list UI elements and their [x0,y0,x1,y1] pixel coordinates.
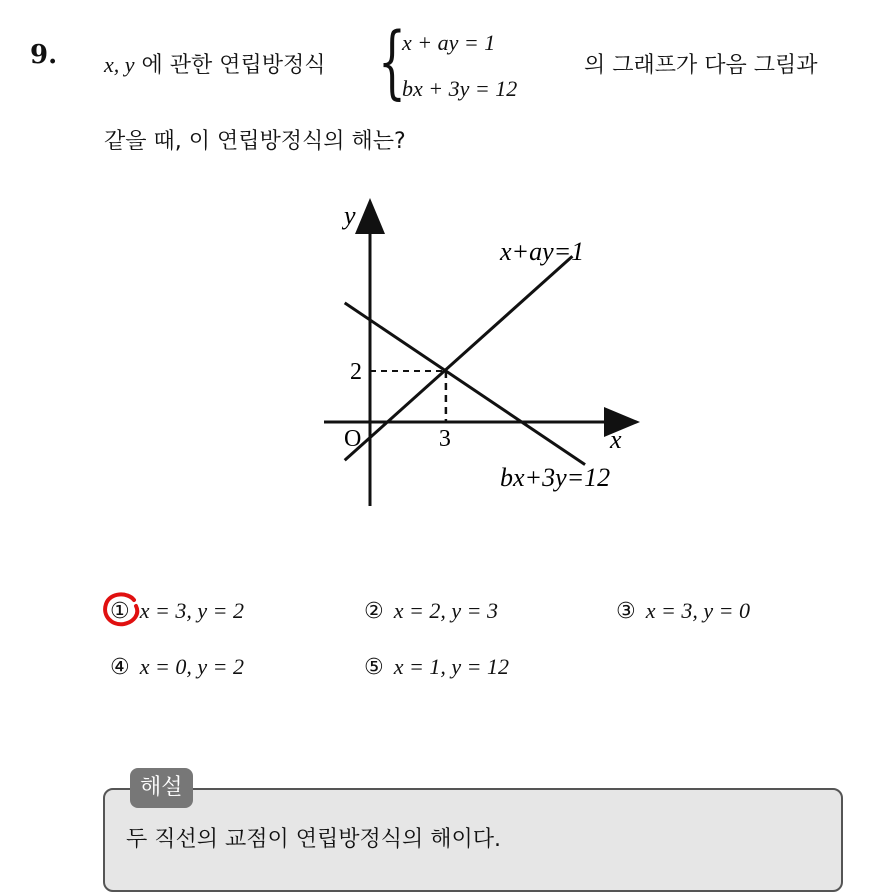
choice-4-text: x = 0, y = 2 [139,654,244,679]
solution-text: 두 직선의 교점이 연립방정식의 해이다. [126,827,501,852]
choice-3-number: ③ [616,599,636,624]
graph [300,190,660,520]
equation-1: x + ay = 1 [402,30,496,55]
question-intro: 에 관한 연립방정식 [141,53,326,78]
choice-2-number: ② [364,599,384,624]
system-brace: { [378,15,406,108]
question-line-2: 같을 때, 이 연립방정식의 해는? [104,129,406,154]
choice-3[interactable] [616,598,750,624]
choice-5-text: x = 1, y = 12 [393,654,509,679]
choice-5[interactable] [364,654,509,680]
line-label-2: bx+3y=12 [500,463,611,492]
choice-2-text: x = 2, y = 3 [393,598,498,623]
choice-1-number: ① [110,599,130,624]
tick-label-y: 2 [350,359,362,385]
choice-3-text: x = 3, y = 0 [645,598,750,623]
series-line-1 [345,256,573,460]
choice-1-text: x = 3, y = 2 [139,598,244,623]
choice-1[interactable] [110,598,244,624]
choice-4[interactable] [110,654,244,680]
question-vars: x, y [104,52,135,77]
choice-2[interactable] [364,598,498,624]
question-line-1-tail: 의 그래프가 다음 그림과 [584,53,818,78]
question-line-1 [104,48,326,79]
origin-label: O [344,426,362,452]
tick-label-x: 3 [438,426,451,452]
line-label-1: x+ay=1 [500,237,585,266]
solution-tag: 해설 [130,768,193,808]
series-line-2 [345,303,585,465]
equation-2: bx + 3y = 12 [402,76,518,101]
question-number: 9. [30,40,58,70]
choice-4-number: ④ [110,655,130,680]
y-axis-label: y [344,201,356,230]
choice-5-number: ⑤ [364,655,384,680]
x-axis-label: x [610,425,622,454]
